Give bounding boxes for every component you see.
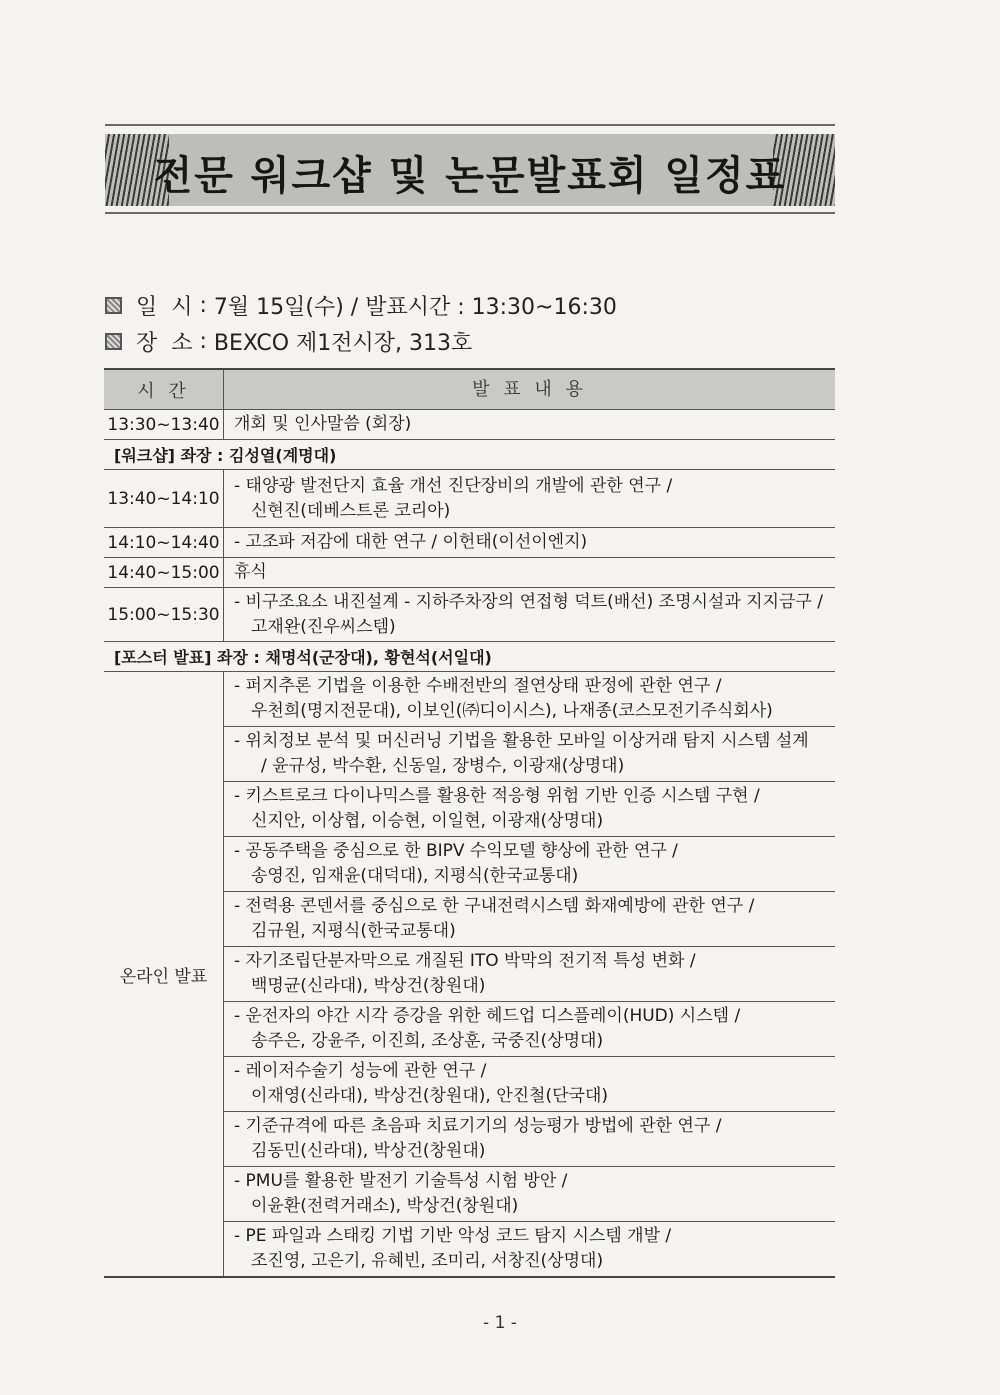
online-presentations [104, 672, 835, 1276]
section-header-poster: [포스터 발표] 좌장 : 채명석(군장대), 황현석(서일대) [104, 642, 835, 672]
item-authors: / 윤규성, 박수환, 신동일, 장병수, 이광재(상명대) [261, 756, 625, 776]
bullet-square-icon [105, 297, 122, 314]
info-colon: : [192, 293, 214, 318]
content-line: 신현진(데베스트론 코리아) [251, 500, 451, 521]
page-number: - 1 - [483, 1313, 517, 1333]
list-item [224, 837, 835, 892]
header-time: 시 간 [104, 370, 224, 409]
item-authors: 백명균(신라대), 박상건(창원대) [251, 976, 486, 996]
item-authors: 이윤환(전력거래소), 박상건(창원대) [251, 1196, 519, 1216]
list-item [224, 892, 835, 947]
time-cell: 13:40~14:10 [104, 470, 224, 527]
item-title: - 레이저수술기 성능에 관한 연구 / [234, 1061, 487, 1081]
list-item [224, 1057, 835, 1112]
list-item [224, 1167, 835, 1222]
info-colon: : [192, 329, 214, 354]
list-item [224, 1222, 835, 1276]
item-title: - PMU를 활용한 발전기 기술특성 시험 방안 / [234, 1171, 568, 1191]
info-date-line [105, 290, 617, 321]
item-title: - 전력용 콘덴서를 중심으로 한 구내전력시스템 화재예방에 관한 연구 / [234, 896, 755, 916]
table-row [104, 470, 835, 528]
item-authors: 김규원, 지평식(한국교통대) [251, 921, 456, 941]
content-cell [224, 588, 835, 641]
item-title: - 공동주택을 중심으로 한 BIPV 수익모델 향상에 관한 연구 / [234, 841, 678, 861]
item-authors: 송주은, 강윤주, 이진희, 조상훈, 국중진(상명대) [251, 1031, 604, 1051]
list-item [224, 1002, 835, 1057]
list-item [224, 947, 835, 1002]
item-authors: 조진영, 고은기, 유혜빈, 조미리, 서창진(상명대) [251, 1251, 604, 1271]
info-date-label: 일 시 [136, 295, 193, 320]
title-rule-top [105, 124, 835, 126]
list-item [224, 727, 835, 782]
time-cell: 14:10~14:40 [104, 528, 224, 557]
table-row [104, 588, 835, 642]
info-place-line [105, 326, 472, 357]
table-row [104, 410, 835, 440]
schedule-table [104, 368, 835, 1278]
content-line: 고재완(진우씨스템) [251, 616, 396, 637]
bullet-square-icon [105, 333, 122, 350]
online-list [224, 672, 835, 1276]
info-place-label: 장 소 [136, 331, 193, 356]
section-header-workshop: [워크샵] 좌장 : 김성열(계명대) [104, 440, 835, 470]
content-line: - 태양광 발전단지 효율 개선 진단장비의 개발에 관한 연구 / [234, 475, 673, 496]
table-header-row [104, 370, 835, 410]
time-cell: 13:30~13:40 [104, 410, 224, 439]
info-place-value: BEXCO 제1전시장, 313호 [213, 331, 473, 356]
item-title: - 퍼지추론 기법을 이용한 수배전반의 절연상태 판정에 관한 연구 / [234, 676, 722, 696]
item-title: - 위치정보 분석 및 머신러닝 기법을 활용한 모바일 이상거래 탐지 시스템 설계 [234, 731, 809, 751]
title-rule-bottom [105, 212, 835, 214]
item-authors: 송영진, 임재윤(대덕대), 지평식(한국교통대) [251, 866, 579, 886]
header-content: 발 표 내 용 [472, 379, 587, 400]
item-title: - PE 파일과 스태킹 기법 기반 악성 코드 탐지 시스템 개발 / [234, 1226, 672, 1246]
list-item [224, 1112, 835, 1167]
content-cell: 개회 및 인사말씀 (회장) [234, 414, 412, 434]
online-label: 온라인 발표 [104, 672, 224, 1276]
item-authors: 김동민(신라대), 박상건(창원대) [251, 1141, 486, 1161]
item-authors: 우천희(명지전문대), 이보인(㈜디이시스), 나재종(코스모전기주식회사) [251, 701, 773, 721]
list-item [224, 782, 835, 837]
content-line: - 비구조요소 내진설계 - 지하주차장의 연접형 덕트(배선) 조명시설과 지지금구 / [234, 591, 823, 612]
item-title: - 운전자의 야간 시각 증강을 위한 헤드업 디스플레이(HUD) 시스템 / [234, 1006, 741, 1026]
item-title: - 자기조립단분자막으로 개질된 ITO 박막의 전기적 특성 변화 / [234, 951, 696, 971]
page-title: 전문 워크샵 및 논문발표회 일정표 [153, 153, 787, 199]
content-cell [224, 470, 835, 527]
time-cell: 15:00~15:30 [104, 588, 224, 641]
item-title: - 기준규격에 따른 초음파 치료기기의 성능평가 방법에 관한 연구 / [234, 1116, 722, 1136]
list-item [224, 672, 835, 727]
content-cell: - 고조파 저감에 대한 연구 / 이헌태(이선이엔지) [234, 532, 588, 552]
info-date-value: 7월 15일(수) / 발표시간 : 13:30~16:30 [213, 295, 617, 320]
item-authors: 이재영(신라대), 박상건(창원대), 안진철(단국대) [251, 1086, 609, 1106]
table-row [104, 528, 835, 558]
content-cell: 휴식 [234, 562, 267, 582]
title-banner [105, 134, 835, 206]
item-authors: 신지안, 이상협, 이승현, 이일현, 이광재(상명대) [251, 811, 604, 831]
table-row [104, 558, 835, 588]
item-title: - 키스트로크 다이나믹스를 활용한 적응형 위험 기반 인증 시스템 구현 / [234, 786, 760, 806]
time-cell: 14:40~15:00 [104, 558, 224, 587]
